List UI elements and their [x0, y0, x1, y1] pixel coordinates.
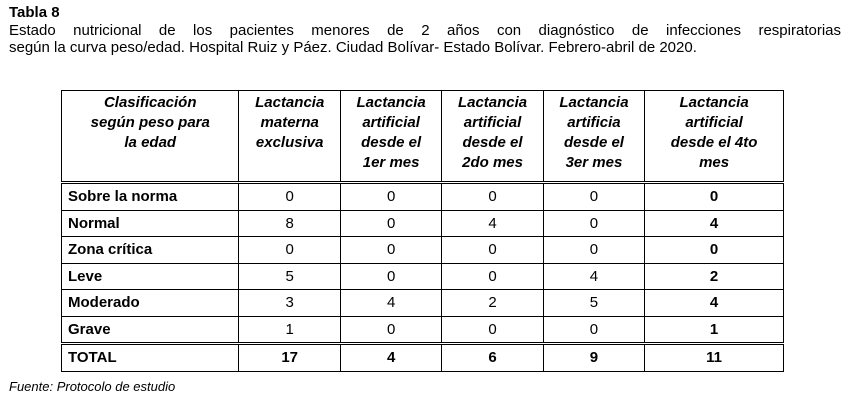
- table-cell: 5: [239, 263, 340, 290]
- header-line: desde el: [361, 134, 422, 151]
- header-line: artificial: [362, 114, 420, 131]
- header-lactancia-2do-mes: [442, 91, 543, 183]
- header-line: Lactancia: [559, 94, 629, 111]
- table-cell: 0: [543, 316, 644, 344]
- row-label: Normal: [62, 210, 239, 237]
- header-line: 3er mes: [565, 154, 623, 171]
- header-lactancia-materna: [239, 91, 340, 183]
- header-lactancia-4to-mes: [645, 91, 784, 183]
- table-cell: 0: [239, 183, 340, 211]
- table-cell: 6: [442, 344, 543, 372]
- header-line: Lactancia: [457, 94, 528, 111]
- table-cell: 17: [239, 344, 340, 372]
- table-cell: 0: [340, 237, 441, 264]
- table-cell: 0: [543, 183, 644, 211]
- table-cell: 0: [340, 183, 441, 211]
- table-title: Tabla 8: [9, 4, 60, 21]
- table-row: [62, 237, 784, 264]
- table-cell: 4: [442, 210, 543, 237]
- table-cell: 1: [645, 316, 784, 344]
- table-cell: 0: [442, 237, 543, 264]
- table-cell: 5: [543, 290, 644, 317]
- row-label: TOTAL: [62, 344, 239, 372]
- table-row: [62, 290, 784, 317]
- table-cell: 3: [239, 290, 340, 317]
- table-body: [62, 183, 784, 372]
- table-source: Fuente: Protocolo de estudio: [9, 379, 176, 394]
- header-line: desde el: [462, 134, 523, 151]
- table-cell: 0: [645, 237, 784, 264]
- table-cell: 4: [645, 210, 784, 237]
- header-line: exclusiva: [255, 134, 324, 151]
- table-cell: 0: [340, 210, 441, 237]
- table-cell: 4: [340, 344, 441, 372]
- table-cell: 8: [239, 210, 340, 237]
- header-line: Lactancia: [679, 94, 749, 111]
- header-lactancia-1er-mes: [340, 91, 441, 183]
- header-line: artificial: [463, 114, 522, 131]
- header-line: 2do mes: [462, 154, 523, 171]
- nutrition-status-table: [61, 90, 784, 372]
- table-cell: 0: [340, 263, 441, 290]
- header-line: la edad: [124, 134, 177, 151]
- table-caption-line-1: Estado nutricional de los pacientes menores de 2 años con diagnóstico de infecciones respiratorias: [9, 22, 841, 39]
- table-cell: 0: [543, 237, 644, 264]
- table-header-row: [62, 91, 784, 183]
- table-cell: 2: [645, 263, 784, 290]
- table-row: [62, 316, 784, 344]
- header-classification: [62, 91, 239, 183]
- row-label: Leve: [62, 263, 239, 290]
- header-line: artificia: [567, 114, 621, 131]
- table-cell: 0: [645, 183, 784, 211]
- table-cell: 0: [239, 237, 340, 264]
- table-cell: 0: [340, 316, 441, 344]
- header-line: Lactancia: [356, 94, 426, 111]
- header-line: mes: [699, 154, 730, 171]
- total-row: [62, 344, 784, 372]
- header-line: Clasificación: [103, 94, 197, 111]
- row-label: Sobre la norma: [62, 183, 239, 211]
- table-cell: 4: [645, 290, 784, 317]
- row-label: Grave: [62, 316, 239, 344]
- header-line: Lactancia: [255, 94, 325, 111]
- header-line: desde el: [563, 134, 624, 151]
- table-cell: 9: [543, 344, 644, 372]
- table-cell: 4: [543, 263, 644, 290]
- header-lactancia-3er-mes: [543, 91, 644, 183]
- row-label: Moderado: [62, 290, 239, 317]
- table-cell: 1: [239, 316, 340, 344]
- table-row: [62, 183, 784, 211]
- header-line: desde el 4to: [670, 134, 758, 151]
- row-label: Zona crítica: [62, 237, 239, 264]
- table-cell: 0: [442, 263, 543, 290]
- table-row: [62, 210, 784, 237]
- table-cell: 11: [645, 344, 784, 372]
- table-cell: 0: [543, 210, 644, 237]
- table-cell: 0: [442, 183, 543, 211]
- table-row: [62, 263, 784, 290]
- table-cell: 4: [340, 290, 441, 317]
- header-line: 1er mes: [362, 154, 420, 171]
- table-caption-line-2: según la curva peso/edad. Hospital Ruiz y Páez. Ciudad Bolívar- Estado Bolívar. Febrero-abril de 2020.: [9, 39, 697, 56]
- header-line: materna: [260, 114, 319, 131]
- table-cell: 2: [442, 290, 543, 317]
- header-line: según peso para: [90, 114, 210, 131]
- header-line: artificial: [685, 114, 743, 131]
- table-cell: 0: [442, 316, 543, 344]
